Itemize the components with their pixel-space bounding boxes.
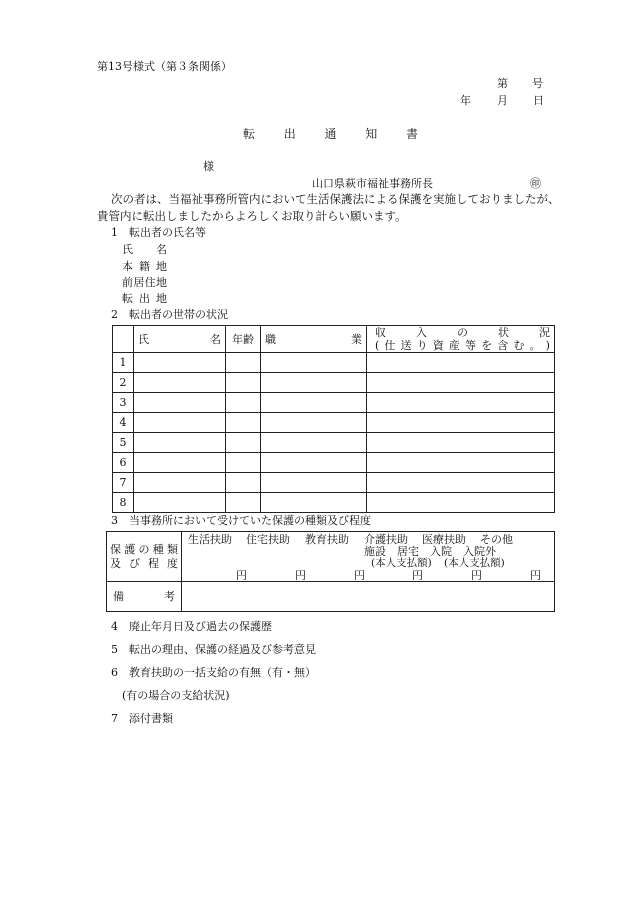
- body-line-2: 貴管内に転出しましたからよろしくお取り計らい願います。: [97, 209, 407, 223]
- seal-mark: ㊞: [530, 177, 541, 190]
- sender-name: 山口県萩市福祉事務所長: [312, 177, 433, 190]
- addressee-suffix: 様: [203, 160, 214, 173]
- type-housing: 住宅扶助: [246, 533, 290, 546]
- header-name: 氏 名: [134, 326, 226, 353]
- remarks-value: [182, 582, 555, 612]
- table-row: 4: [113, 413, 555, 433]
- type-education: 教育扶助: [305, 533, 349, 546]
- care-detail: 施設 居宅 入院 入院外: [364, 545, 496, 558]
- household-table-header: [113, 326, 555, 353]
- table-row: 5: [113, 433, 555, 453]
- section6-note: (有の場合の支給状況): [122, 689, 230, 702]
- doc-number-label-left: 第: [497, 77, 508, 90]
- table-row: 8: [113, 493, 555, 513]
- protection-type-row: [107, 532, 555, 582]
- section4-heading: 4 廃止年月日及び過去の保護歴: [111, 620, 272, 633]
- table-row: 1: [113, 353, 555, 373]
- table-row: 6: [113, 453, 555, 473]
- yen-6: 円: [530, 569, 541, 582]
- self-pay-medical: (本人支払額): [444, 557, 505, 569]
- field-former-address-label: 前 居 住 地: [122, 276, 167, 289]
- type-living: 生活扶助: [188, 533, 232, 546]
- header-age: 年齢: [226, 326, 261, 353]
- section5-heading: 5 転出の理由、保護の経過及び参考意見: [111, 643, 316, 656]
- table-row: 3: [113, 393, 555, 413]
- field-domicile-label: 本 籍 地: [122, 260, 167, 273]
- section3-heading: 3 当事務所において受けていた保護の種類及び程度: [111, 514, 371, 527]
- header-income: 収 入 の 状 況 ( 仕 送 り 資 産 等 を 含 む 。 ): [367, 326, 555, 353]
- field-destination-label: 転 出 地: [122, 292, 167, 305]
- type-other: その他: [480, 533, 513, 546]
- protection-type-detail: [182, 532, 555, 582]
- yen-3: 円: [354, 569, 365, 582]
- type-care: 介護扶助: [364, 533, 408, 546]
- self-pay-care: (本人支払額): [371, 557, 432, 569]
- yen-1: 円: [236, 569, 247, 582]
- doc-number-label-right: 号: [532, 77, 543, 90]
- header-occupation: 職 業: [261, 326, 367, 353]
- table-row: 7: [113, 473, 555, 493]
- date-month: 月: [497, 94, 508, 107]
- type-medical: 医療扶助: [422, 533, 466, 546]
- section1-heading: 1 転出者の氏名等: [111, 226, 206, 239]
- table-row: 2: [113, 373, 555, 393]
- section6-heading: 6 教育扶助の一括支給の有無（有・無）: [111, 666, 316, 679]
- remarks-row: [107, 582, 555, 612]
- yen-4: 円: [412, 569, 423, 582]
- protection-type-label: 保 護 の 種 類 及 び 程 度: [107, 532, 182, 582]
- remarks-label: 備 考: [107, 582, 182, 612]
- form-number: 第13号様式（第３条関係）: [97, 60, 232, 73]
- field-name-label: 氏 名: [122, 243, 167, 256]
- body-line-1: 次の者は、当福祉事務所管内において生活保護法による保護を実施しておりましたが、: [111, 192, 560, 206]
- date-year: 年: [460, 94, 471, 107]
- yen-5: 円: [471, 569, 482, 582]
- page-title: 転 出 通 知 書: [243, 127, 418, 141]
- section7-heading: 7 添付書類: [111, 712, 173, 725]
- section2-heading: 2 転出者の世帯の状況: [111, 308, 228, 321]
- household-table: [112, 325, 555, 513]
- protection-table: [106, 531, 555, 612]
- yen-2: 円: [295, 569, 306, 582]
- date-day: 日: [533, 94, 544, 107]
- header-blank: [113, 326, 134, 353]
